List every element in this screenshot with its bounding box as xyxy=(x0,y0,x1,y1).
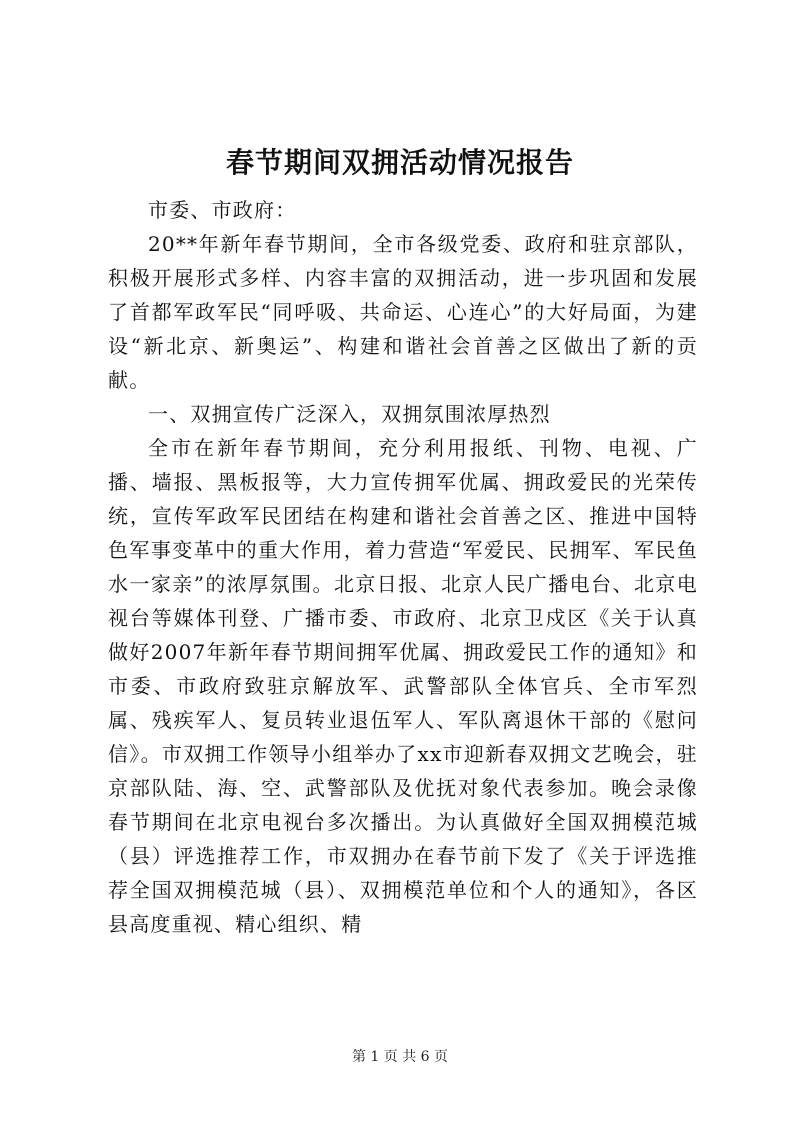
paragraph-body: 全市在新年春节期间，充分利用报纸、刊物、电视、广播、墙报、黑板报等，大力宣传拥军优属、拥政爱民的光荣传统，宣传军政军民团结在构建和谐社会首善之区、推进中国特色军事变革中的重大作用，着力营造“军爱民、民拥军、军民鱼水一家亲”的浓厚氛围。北京日报、北京人民广播电台、北京电视台等媒体刊登、广播市委、市政府、北京卫戍区《关于认真做好2007年新年春节期间拥军优属、拥政爱民工作的通知》和市委、市政府致驻京解放军、武警部队全体官兵、全市军烈属、残疾军人、复员转业退伍军人、军队离退休干部的《慰问信》。市双拥工作领导小组举办了xx市迎新春双拥文艺晚会，驻京部队陆、海、空、武警部队及优抚对象代表参加。晚会录像春节期间在北京电视台多次播出。为认真做好全国双拥模范城（县）评选推荐工作，市双拥办在春节前下发了《关于评选推荐全国双拥模范城（县）、双拥模范单位和个人的通知》，各区县高度重视、精心组织、精 xyxy=(108,436,698,936)
paragraph-intro: 20**年新年春节期间，全市各级党委、政府和驻京部队，积极开展形式多样、内容丰富的双拥活动，进一步巩固和发展了首都军政军民“同呼吸、共命运、心连心”的大好局面，为建设“新北京、新奥运”、构建和谐社会首善之区做出了新的贡献。 xyxy=(108,232,698,392)
salutation: 市委、市政府： xyxy=(148,198,297,222)
document-title: 春节期间双拥活动情况报告 xyxy=(225,146,574,179)
document-body xyxy=(108,193,698,941)
section-heading: 一、双拥宣传广泛深入，双拥氛围浓厚热烈 xyxy=(148,402,551,426)
page-footer: 第 1 页 共 6 页 xyxy=(351,1049,449,1065)
